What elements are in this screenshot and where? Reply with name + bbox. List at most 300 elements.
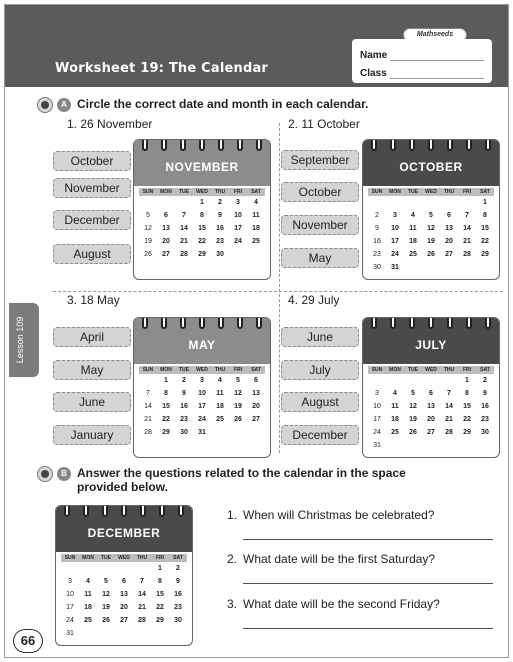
calendar-date: 24 [234,238,242,245]
calendar-date: 31 [66,630,74,637]
calendar-date: 17 [66,604,74,611]
calendar-date: 16 [216,225,224,232]
calendar-date [458,262,476,273]
question-2-label: 2. 11 October [288,117,360,131]
calendar-date: 30 [216,251,224,258]
question-b-1-number: 1. [227,508,238,522]
name-class-box [352,39,492,83]
calendar-date: 22 [463,416,471,423]
calendar-date: 31 [373,442,381,449]
calendar-date: 5 [146,212,150,219]
calendar-date: 16 [180,403,188,410]
calendar-date: 30 [174,617,182,624]
binder-ring-icon [142,139,148,151]
calendar-date: 26 [427,251,435,258]
weekday-label: SUN [142,189,154,195]
section-b-instruction [77,466,406,494]
calendar-date: 17 [373,416,381,423]
calendar-date: 23 [216,238,224,245]
calendar-date [368,375,386,386]
calendar-date: 14 [144,403,152,410]
calendar-month-title: OCTOBER [363,140,499,186]
calendar-date: 7 [182,212,186,219]
weekday-label: WED [118,555,130,561]
header-bar [5,5,509,87]
calendar-weekday-header [61,554,187,562]
calendar-date [247,427,265,438]
option-june[interactable]: June [281,327,359,347]
calendar-date [386,375,404,386]
calendar-date: 20 [120,604,128,611]
calendar-date [422,375,440,386]
calendar-date: 23 [373,251,381,258]
calendar-date: 3 [393,212,397,219]
binder-ring-icon [140,505,146,517]
calendar-date: 28 [180,251,188,258]
calendar-date: 12 [427,225,435,232]
binder-ring-icon [466,139,472,151]
brand-logo: Mathseeds [403,28,467,42]
question-b-3 [227,597,440,611]
question-b-2-number: 2. [227,552,238,566]
calendar-date: 14 [138,591,146,598]
calendar-date: 26 [234,416,242,423]
binder-ring-icon [102,505,108,517]
calendar-date: 27 [162,251,170,258]
worksheet-page [4,4,509,658]
calendar-date: 19 [102,604,110,611]
binder-ring-icon [178,505,184,517]
weekday-label: SAT [480,367,490,373]
calendar-date: 8 [465,390,469,397]
calendar-date: 16 [373,238,381,245]
calendar-weekday-header [139,188,265,196]
class-row [360,63,484,79]
calendar-date [97,563,115,574]
option-october[interactable]: October [281,182,359,202]
calendar-date: 6 [429,390,433,397]
calendar-date: 29 [481,251,489,258]
calendar-date: 10 [373,403,381,410]
calendar-date: 13 [162,225,170,232]
binder-ring-icon [390,139,396,151]
calendar-date [247,249,265,260]
option-december[interactable]: December [53,210,131,230]
weekday-label: TUE [179,189,189,195]
calendar-date-grid [368,375,494,451]
calendar-date [229,427,247,438]
calendar-date: 11 [252,212,260,219]
calendar-date: 2 [182,377,186,384]
option-november[interactable]: November [281,215,359,235]
calendar-date: 7 [465,212,469,219]
calendar-date [404,262,422,273]
weekday-label: FRI [155,555,165,561]
calendar-date [422,197,440,208]
name-row [360,45,484,61]
lesson-tab-label: Lesson 109 [15,316,25,364]
calendar-date: 21 [445,416,453,423]
binder-ring-icon [180,139,186,151]
calendar-date: 8 [483,212,487,219]
calendar-weekday-header [368,188,494,196]
calendar-date: 24 [391,251,399,258]
calendar-date: 30 [373,264,381,271]
binder-ring-icon [428,139,434,151]
calendar-date: 22 [162,416,170,423]
calendar-date: 14 [463,225,471,232]
calendar-date: 29 [162,429,170,436]
calendar-date: 5 [104,578,108,585]
calendar-date [175,197,193,208]
binder-rings [371,139,491,151]
calendar-date: 2 [176,565,180,572]
binder-ring-icon [199,317,205,329]
calendar-date: 2 [375,212,379,219]
weekday-label: SAT [480,189,490,195]
binder-ring-icon [485,139,491,151]
calendar-date: 23 [180,416,188,423]
calendar-date: 16 [174,591,182,598]
calendar-date-grid [139,375,265,438]
calendar-date: 4 [218,377,222,384]
binder-ring-icon [409,139,415,151]
calendar-date: 22 [198,238,206,245]
question-b-1-text: When will Christmas be celebrated? [243,508,435,522]
question-b-2 [227,552,435,566]
calendar-date: 21 [138,604,146,611]
section-b-badge: B [57,467,71,481]
calendar-date: 12 [409,403,417,410]
calendar-month-title: NOVEMBER [134,140,270,186]
weekday-label: SUN [371,367,383,373]
calendar-date-grid [61,563,187,639]
binder-rings [371,317,491,329]
calendar-date: 19 [234,403,242,410]
calendar-date: 11 [216,390,224,397]
calendar-date: 20 [427,416,435,423]
calendar-date: 10 [198,390,206,397]
weekday-label: MON [160,367,172,373]
calendar-date: 12 [144,225,152,232]
calendar-date: 4 [411,212,415,219]
binder-ring-icon [390,317,396,329]
option-july[interactable]: July [281,360,359,380]
weekday-label: WED [425,189,437,195]
weekday-label: SUN [371,189,383,195]
question-b-3-text: What date will be the second Friday? [243,597,440,611]
weekday-label: SAT [251,189,261,195]
worksheet-title: Worksheet 19: The Calendar [55,61,269,76]
calendar-date: 27 [427,429,435,436]
calendar-date: 11 [391,403,399,410]
calendar-date [440,440,458,451]
calendar-date: 9 [182,390,186,397]
weekday-label: THU [443,367,455,373]
binder-ring-icon [161,317,167,329]
calendar-date: 30 [481,429,489,436]
option-may[interactable]: May [281,248,359,268]
calendar-date: 17 [198,403,206,410]
calendar-date [422,262,440,273]
calendar-date [458,197,476,208]
weekday-label: TUE [179,367,189,373]
calendar-month-title: MAY [134,318,270,364]
calendar-date [115,563,133,574]
calendar-date: 25 [84,617,92,624]
calendar-date: 26 [102,617,110,624]
binder-ring-icon [428,317,434,329]
calendar-date: 4 [393,390,397,397]
calendar-date [133,628,151,639]
calendar-july [362,317,500,458]
calendar-date-grid [139,197,265,262]
calendar-date: 19 [409,416,417,423]
calendar-date: 9 [218,212,222,219]
calendar-date: 22 [156,604,164,611]
calendar-date: 7 [447,390,451,397]
answer-line-3[interactable] [243,628,493,629]
calendar-date: 21 [144,416,152,423]
calendar-date: 27 [445,251,453,258]
section-a-badge: A [57,98,71,112]
calendar-date: 25 [216,416,224,423]
calendar-date [422,440,440,451]
weekday-label: SAT [173,555,183,561]
question-b-2-text: What date will be the first Saturday? [243,552,436,566]
calendar-date: 27 [120,617,128,624]
weekday-label: MON [389,367,401,373]
question-b-1 [227,508,434,522]
weekday-label: THU [136,555,148,561]
calendar-date: 3 [68,578,72,585]
calendar-date: 17 [391,238,399,245]
class-label: Class [360,68,387,79]
calendar-date: 7 [140,578,144,585]
calendar-date: 11 [409,225,417,232]
section-b-instruction-line-1: Answer the questions related to the calendar in the space [77,466,406,480]
weekday-label: WED [196,189,208,195]
calendar-date: 11 [84,591,92,598]
calendar-date: 18 [84,604,92,611]
calendar-date [157,197,175,208]
binder-ring-icon [447,317,453,329]
option-november[interactable]: November [53,178,131,198]
calendar-date: 10 [66,591,74,598]
calendar-date: 15 [156,591,164,598]
binder-ring-icon [371,317,377,329]
section-b-heading [37,466,406,494]
binder-ring-icon [237,139,243,151]
calendar-date [404,197,422,208]
weekday-label: WED [196,367,208,373]
calendar-date: 3 [200,377,204,384]
option-september[interactable]: September [281,150,359,170]
class-field[interactable] [390,68,484,79]
calendar-date: 28 [445,429,453,436]
weekday-label: SAT [251,367,261,373]
calendar-date: 6 [164,212,168,219]
calendar-date: 28 [463,251,471,258]
weekday-label: FRI [233,189,243,195]
calendar-date [139,197,157,208]
calendar-date [404,375,422,386]
calendar-date: 18 [216,403,224,410]
calendar-date: 8 [164,390,168,397]
calendar-weekday-header [139,366,265,374]
binder-ring-icon [64,505,70,517]
weekday-label: WED [425,367,437,373]
calendar-date [440,375,458,386]
calendar-date: 1 [158,565,162,572]
calendar-date-grid [368,197,494,273]
binder-ring-icon [121,505,127,517]
answer-line-1[interactable] [243,539,493,540]
binder-ring-icon [218,139,224,151]
calendar-date: 13 [445,225,453,232]
calendar-date [211,427,229,438]
calendar-date [440,262,458,273]
calendar-date: 12 [234,390,242,397]
binder-ring-icon [142,317,148,329]
calendar-date: 25 [252,238,260,245]
weekday-label: FRI [462,367,472,373]
binder-ring-icon [371,139,377,151]
calendar-date: 23 [481,416,489,423]
calendar-may [133,317,271,458]
calendar-date: 29 [198,251,206,258]
weekday-label: THU [214,189,226,195]
calendar-date: 21 [180,238,188,245]
answer-line-2[interactable] [243,583,493,584]
calendar-date: 10 [234,212,242,219]
calendar-date: 1 [483,199,487,206]
calendar-date: 24 [198,416,206,423]
calendar-date: 31 [198,429,206,436]
calendar-date: 17 [234,225,242,232]
calendar-date: 29 [463,429,471,436]
weekday-label: THU [443,189,455,195]
weekday-label: MON [389,189,401,195]
page-number: 66 [13,629,43,653]
calendar-date: 1 [465,377,469,384]
binder-ring-icon [256,139,262,151]
option-january[interactable]: January [53,425,131,445]
option-october[interactable]: October [53,151,131,171]
calendar-date: 5 [411,390,415,397]
option-august[interactable]: August [281,392,359,412]
calendar-date: 20 [252,403,260,410]
calendar-date: 15 [481,225,489,232]
option-june[interactable]: June [53,392,131,412]
calendar-date [79,563,97,574]
calendar-date: 18 [252,225,260,232]
calendar-date: 6 [122,578,126,585]
calendar-date: 29 [156,617,164,624]
name-label: Name [360,50,388,61]
calendar-date: 2 [218,199,222,206]
mascot-icon [37,97,53,113]
section-a-heading [37,97,368,113]
weekday-label: SUN [64,555,76,561]
name-field[interactable] [390,50,484,61]
calendar-date [115,628,133,639]
calendar-date [386,440,404,451]
question-4-label: 4. 29 July [288,293,340,307]
calendar-date: 9 [375,225,379,232]
weekday-label: TUE [408,189,418,195]
calendar-date: 15 [162,403,170,410]
binder-ring-icon [218,317,224,329]
binder-ring-icon [409,317,415,329]
calendar-date: 12 [102,591,110,598]
calendar-date: 1 [164,377,168,384]
calendar-month-title: DECEMBER [56,506,192,552]
calendar-date: 6 [254,377,258,384]
calendar-date: 26 [144,251,152,258]
calendar-month-title: JULY [363,318,499,364]
weekday-label: THU [214,367,226,373]
calendar-date [386,197,404,208]
calendar-date: 1 [200,199,204,206]
calendar-date [61,563,79,574]
calendar-date: 4 [86,578,90,585]
calendar-date: 30 [180,429,188,436]
option-may[interactable]: May [53,360,131,380]
calendar-date: 4 [254,199,258,206]
option-august[interactable]: August [53,244,131,264]
option-december[interactable]: December [281,425,359,445]
calendar-date [458,440,476,451]
calendar-date [151,628,169,639]
calendar-date: 13 [252,390,260,397]
calendar-date: 14 [180,225,188,232]
binder-rings [142,139,262,151]
option-april[interactable]: April [53,327,131,347]
calendar-date: 20 [445,238,453,245]
section-b-instruction-line-2: provided below. [77,480,168,494]
calendar-date: 20 [162,238,170,245]
calendar-date: 14 [445,403,453,410]
calendar-date: 28 [138,617,146,624]
weekday-label: MON [160,189,172,195]
calendar-date: 24 [373,429,381,436]
calendar-date: 27 [252,416,260,423]
question-1-label: 1. 26 November [67,117,153,131]
calendar-date [440,197,458,208]
calendar-date: 22 [481,238,489,245]
binder-ring-icon [159,505,165,517]
binder-ring-icon [199,139,205,151]
weekday-label: FRI [462,189,472,195]
calendar-date: 25 [391,429,399,436]
calendar-date: 3 [375,390,379,397]
calendar-weekday-header [368,366,494,374]
calendar-date: 5 [236,377,240,384]
calendar-date [476,262,494,273]
weekday-label: FRI [233,367,243,373]
mascot-icon [37,466,53,482]
weekday-label: MON [82,555,94,561]
calendar-date: 16 [481,403,489,410]
binder-rings [64,505,184,517]
calendar-date [97,628,115,639]
calendar-date: 13 [427,403,435,410]
calendar-december [55,505,193,646]
calendar-date: 6 [447,212,451,219]
calendar-date: 19 [144,238,152,245]
calendar-date: 13 [120,591,128,598]
